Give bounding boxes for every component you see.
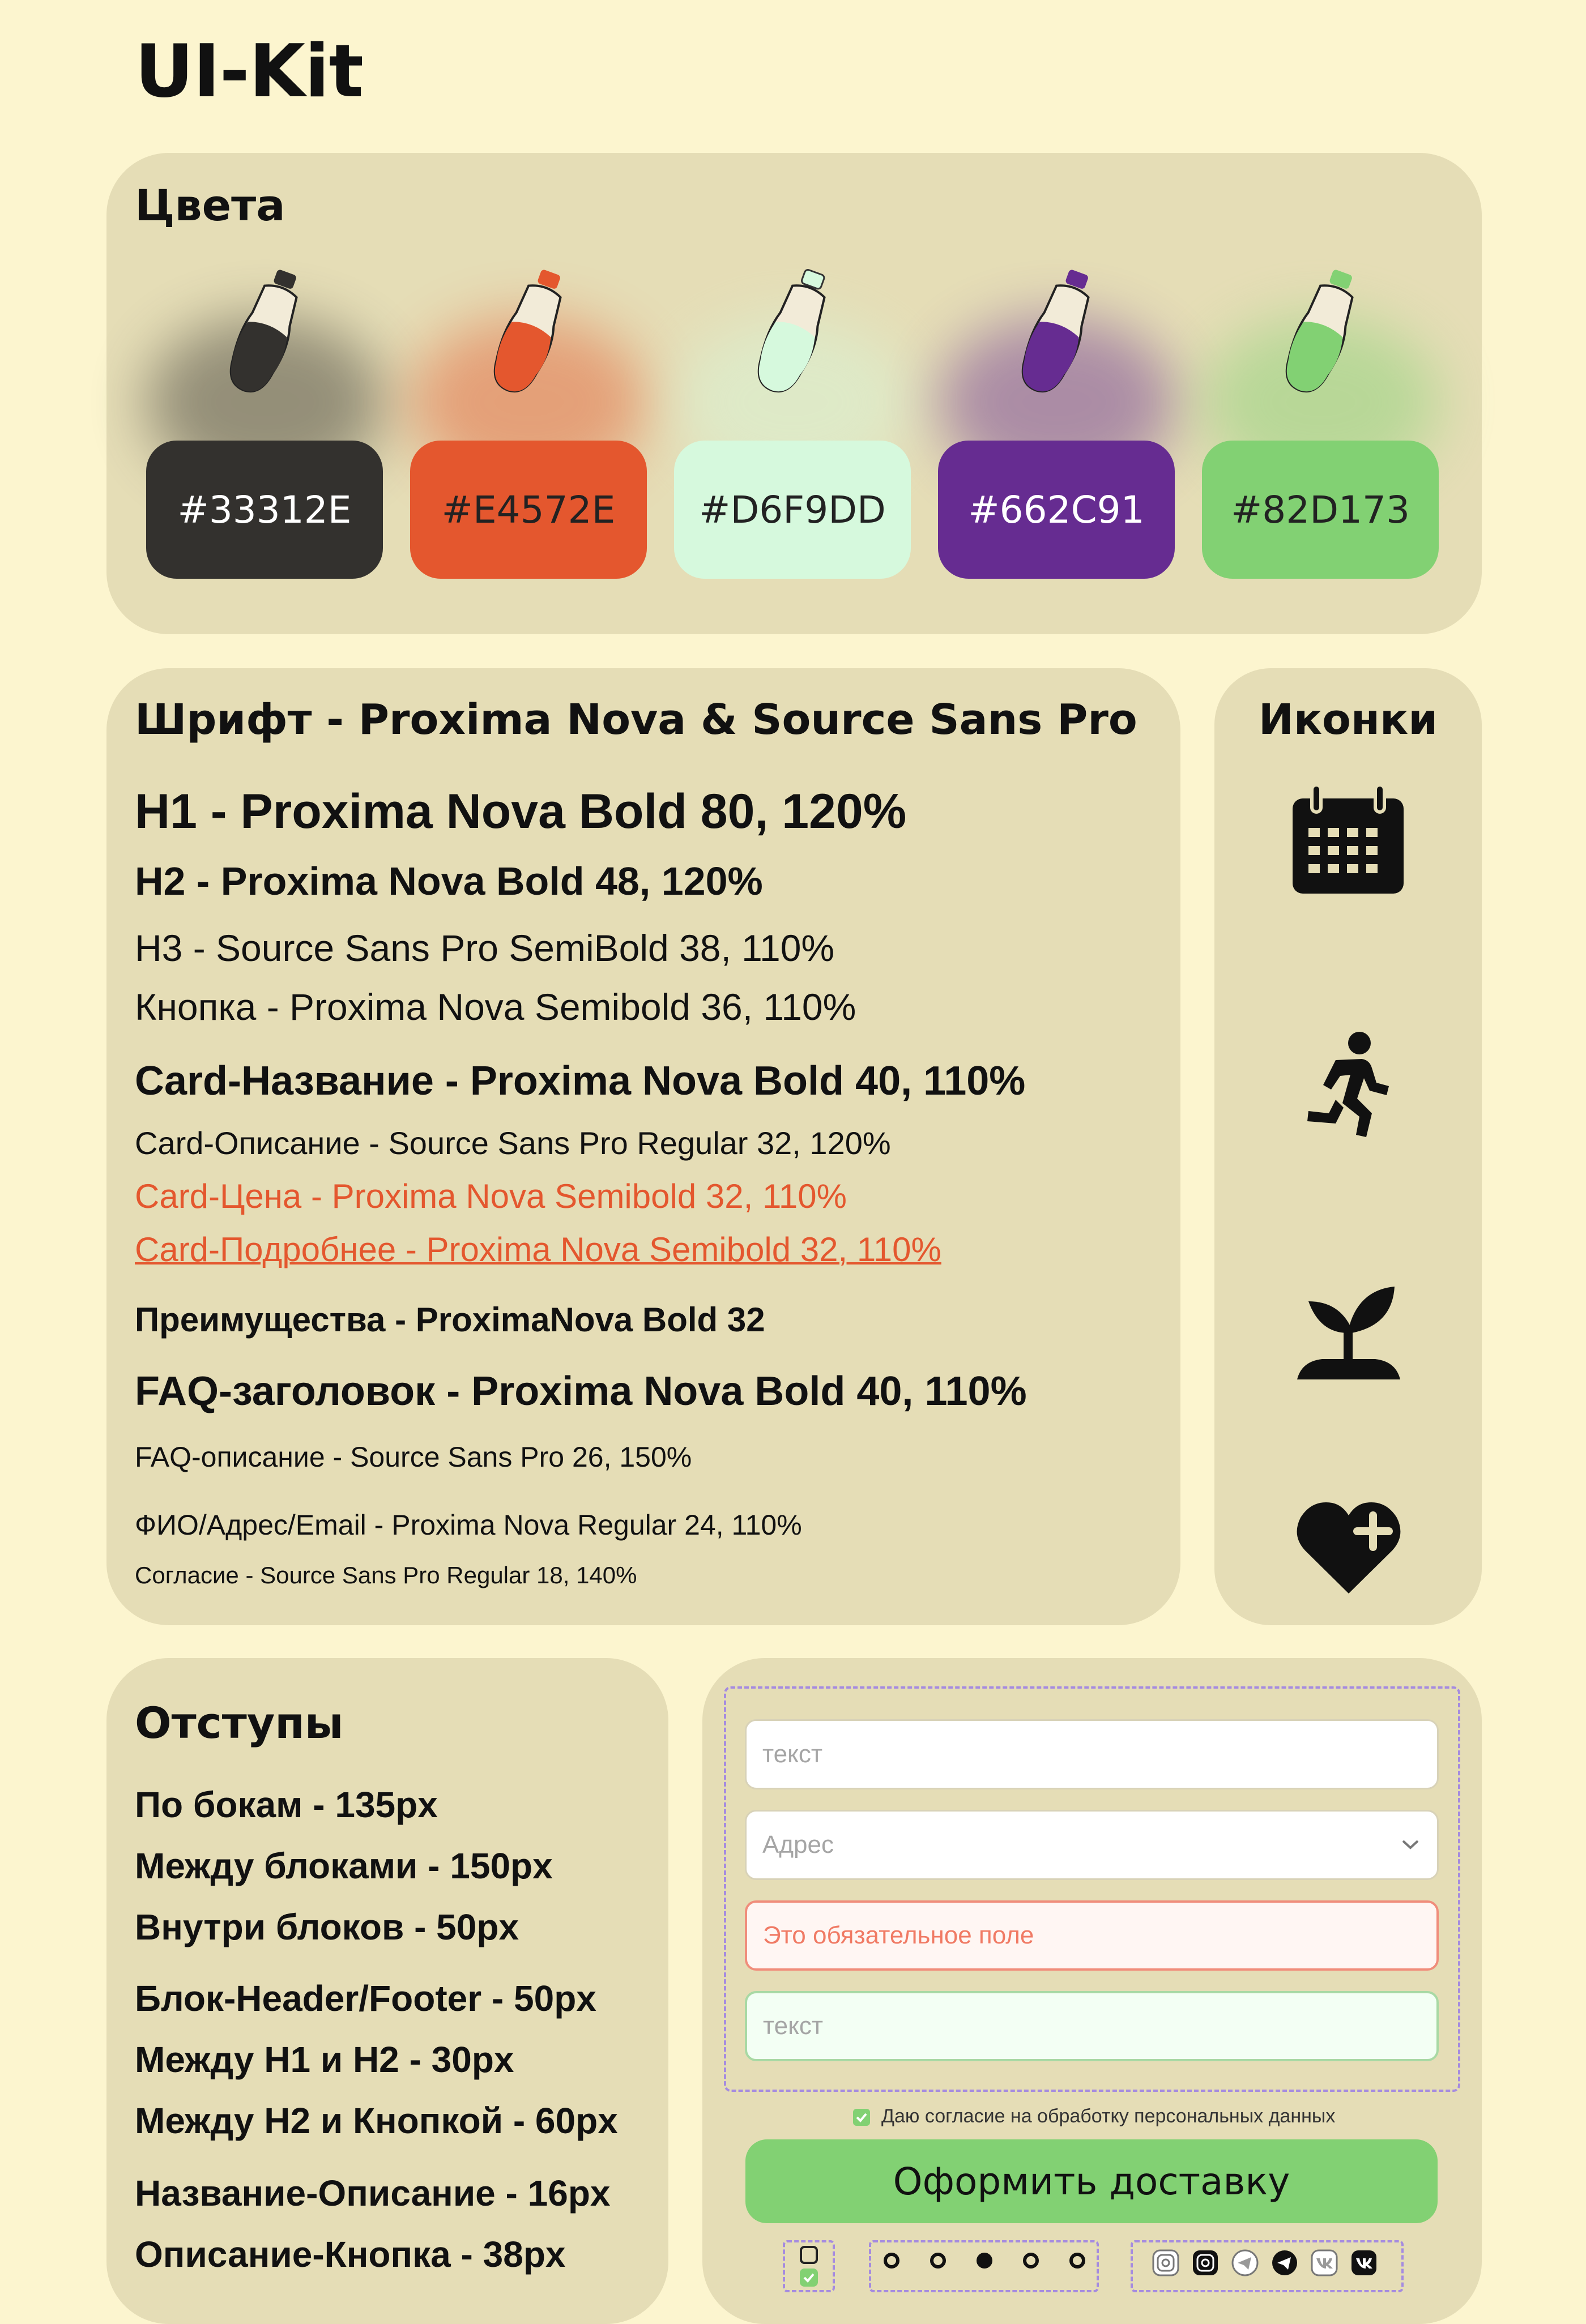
consent-checkbox[interactable] — [853, 2109, 870, 2126]
instagram-icon[interactable] — [1192, 2249, 1219, 2276]
font-button: Кнопка - Proxima Nova Semibold 36, 110% — [135, 986, 856, 1028]
checkbox-checked[interactable] — [800, 2269, 818, 2287]
calendar-icon — [1290, 785, 1406, 896]
font-card-desc: Card-Описание - Source Sans Pro Regular 32, 120% — [135, 1125, 891, 1161]
swatch-purple: #662C91 — [938, 441, 1175, 579]
pagination-dot[interactable] — [884, 2253, 899, 2269]
swatch-mint: #D6F9DD — [674, 441, 911, 579]
submit-delivery-button[interactable]: Оформить доставку — [745, 2139, 1438, 2223]
bottle-icon — [1006, 266, 1108, 402]
icons-title: Иконки — [1258, 695, 1438, 744]
heart-plus-icon — [1295, 1498, 1402, 1595]
spacing-item: Между блоками - 150px — [135, 1845, 553, 1886]
spacing-item: Описание-Кнопка - 38px — [135, 2234, 566, 2275]
font-h2: H2 - Proxima Nova Bold 48, 120% — [135, 859, 763, 903]
spacing-item: Между H2 и Кнопкой - 60px — [135, 2100, 618, 2141]
spacing-item: Внутри блоков - 50px — [135, 1907, 519, 1947]
spacing-item: Блок-Header/Footer - 50px — [135, 1978, 596, 2019]
bottle-icon — [1270, 266, 1372, 402]
fonts-title: Шрифт - Proxima Nova & Source Sans Pro — [135, 695, 1137, 744]
swatch-green: #82D173 — [1202, 441, 1439, 579]
telegram-icon[interactable] — [1271, 2249, 1298, 2276]
check-icon — [853, 2109, 870, 2126]
required-error-input[interactable]: Это обязательное поле — [745, 1900, 1439, 1971]
page-title: UI-Kit — [135, 29, 363, 114]
font-card-title: Card-Название - Proxima Nova Bold 40, 110% — [135, 1058, 1026, 1104]
running-person-icon — [1303, 1031, 1393, 1138]
telegram-outline-icon[interactable] — [1231, 2249, 1259, 2276]
chevron-down-icon — [1401, 1838, 1420, 1851]
spacing-title: Отступы — [135, 1698, 344, 1748]
checkbox-unchecked[interactable] — [800, 2246, 818, 2264]
check-icon — [800, 2269, 818, 2287]
sprout-icon — [1297, 1284, 1400, 1381]
font-faq-desc: FAQ-описание - Source Sans Pro 26, 150% — [135, 1441, 692, 1473]
bottle-icon — [214, 266, 316, 402]
font-h1: H1 - Proxima Nova Bold 80, 120% — [135, 784, 907, 839]
spacing-item: Название-Описание - 16px — [135, 2173, 611, 2214]
colors-title: Цвета — [135, 180, 285, 230]
pagination-dot[interactable] — [1023, 2253, 1039, 2269]
font-card-price: Card-Цена - Proxima Nova Semibold 32, 110% — [135, 1177, 847, 1215]
font-h3: H3 - Source Sans Pro SemiBold 38, 110% — [135, 927, 835, 969]
font-benefits: Преимущества - ProximaNova Bold 32 — [135, 1301, 765, 1339]
swatch-dark: #33312E — [146, 441, 383, 579]
font-contact: ФИО/Адрес/Email - Proxima Nova Regular 24, 110% — [135, 1509, 802, 1541]
font-card-more[interactable]: Card-Подробнее - Proxima Nova Semibold 32, 110% — [135, 1231, 941, 1268]
spacing-item: Между H1 и H2 - 30px — [135, 2039, 514, 2080]
text-input[interactable]: текст — [745, 1719, 1439, 1789]
valid-input[interactable]: текст — [745, 1991, 1439, 2061]
instagram-outline-icon[interactable] — [1152, 2249, 1179, 2276]
bottle-icon — [478, 266, 580, 402]
font-consent: Согласие - Source Sans Pro Regular 18, 140% — [135, 1562, 637, 1588]
vk-outline-icon[interactable] — [1311, 2249, 1338, 2276]
pagination-dot-active[interactable] — [977, 2253, 992, 2269]
consent-label: Даю согласие на обработку персональных данных — [881, 2105, 1336, 2127]
address-select[interactable] — [745, 1810, 1439, 1880]
swatch-orange: #E4572E — [410, 441, 647, 579]
spacing-item: По бокам - 135px — [135, 1784, 438, 1825]
address-select-placeholder: Адрес — [762, 1831, 834, 1859]
pagination-dot[interactable] — [930, 2253, 946, 2269]
font-faq-title: FAQ-заголовок - Proxima Nova Bold 40, 110% — [135, 1369, 1027, 1414]
vk-icon[interactable] — [1350, 2249, 1378, 2276]
bottle-icon — [742, 266, 844, 402]
pagination-dot[interactable] — [1069, 2253, 1085, 2269]
